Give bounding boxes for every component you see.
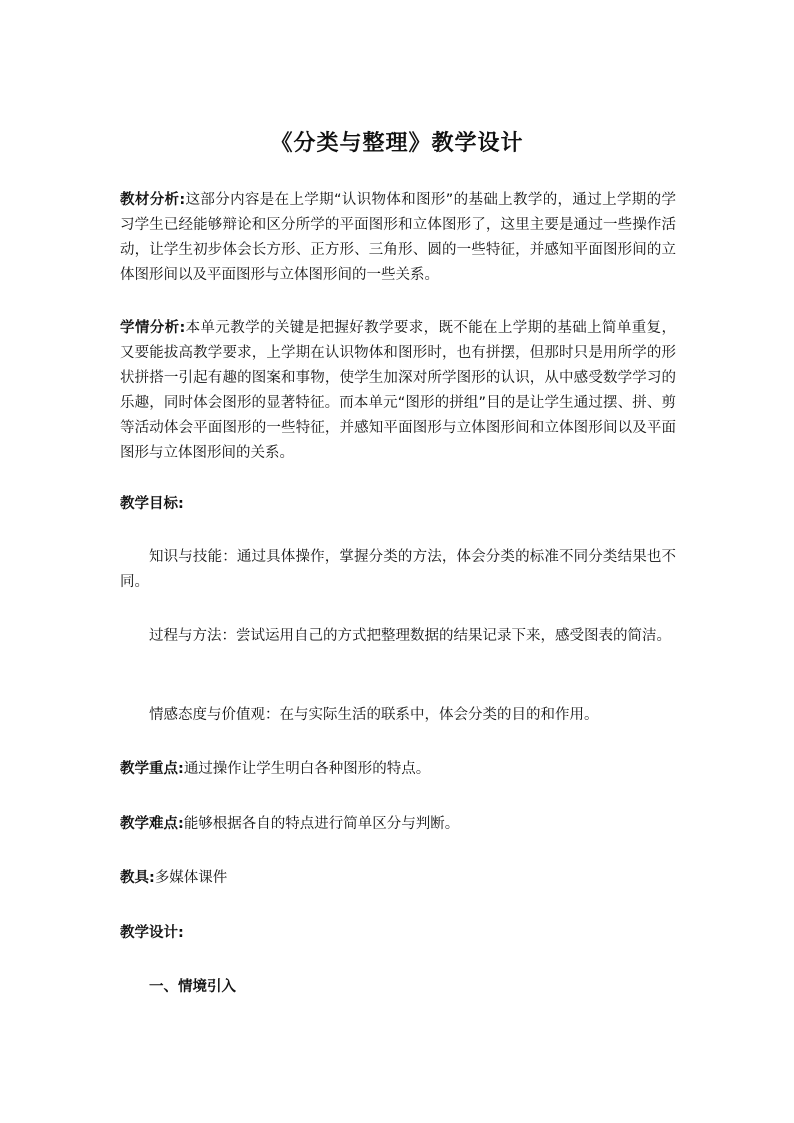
textbook-analysis-text: 这部分内容是在上学期“认识物体和图形”的基础上教学的，通过上学期的学习学生已经能够辩论和区分所学的平面图形和立体图形了，这里主要是通过一些操作活动，让学生初步体会长方形、正方形、三角形、圆的一些特征，并感知平面图形间的立体图形间以及平面图形与立体图形间的一些关系。 bbox=[120, 192, 676, 283]
tools-text: 多媒体课件 bbox=[154, 870, 228, 886]
tools-paragraph bbox=[120, 866, 676, 891]
student-analysis-text: 本单元教学的关键是把握好教学要求，既不能在上学期的基础上简单重复，又要能拔高教学要求，上学期在认识物体和图形时，也有拼摆，但那时只是用所学的形状拼搭一引起有趣的图案和事物，使学生加深对所学图形的认识，从中感受数学学习的乐趣，同时体会图形的显著特征。而本单元“图形的拼组”目的是让学生通过摆、拼、剪等活动体会平面图形的一些特征，并感知平面图形与立体图形间和立体图形间以及平面图形与立体图形间的关系。 bbox=[120, 320, 676, 461]
textbook-analysis-paragraph bbox=[120, 188, 676, 288]
tools-label: 教具: bbox=[120, 870, 155, 886]
student-analysis-label: 学情分析: bbox=[120, 320, 186, 336]
teaching-goals-heading: 教学目标: bbox=[120, 496, 184, 512]
difficulty-label: 教学难点: bbox=[120, 816, 184, 832]
document-title: 《分类与整理》教学设计 bbox=[270, 131, 524, 156]
section-one-heading: 一、情境引入 bbox=[149, 979, 236, 995]
difficulty-text: 能够根据各自的特点进行简单区分与判断。 bbox=[183, 816, 460, 832]
key-point-paragraph bbox=[120, 757, 676, 782]
goal-emotion-paragraph: 情感态度与价值观：在与实际生活的联系中，体会分类的目的和作用。 bbox=[149, 707, 599, 723]
textbook-analysis-label: 教材分析: bbox=[120, 192, 186, 208]
goal-process-paragraph: 过程与方法：尝试运用自己的方式把整理数据的结果记录下来，感受图表的简洁。 bbox=[149, 628, 671, 644]
goal-knowledge-paragraph: 知识与技能：通过具体操作，掌握分类的方法，体会分类的标准不同分类结果也不同。 bbox=[120, 549, 676, 590]
key-point-text: 通过操作让学生明白各种图形的特点。 bbox=[183, 761, 431, 777]
difficulty-paragraph bbox=[120, 812, 676, 837]
student-analysis-paragraph bbox=[120, 316, 676, 466]
key-point-label: 教学重点: bbox=[120, 761, 184, 777]
teaching-design-heading: 教学设计: bbox=[120, 925, 184, 941]
